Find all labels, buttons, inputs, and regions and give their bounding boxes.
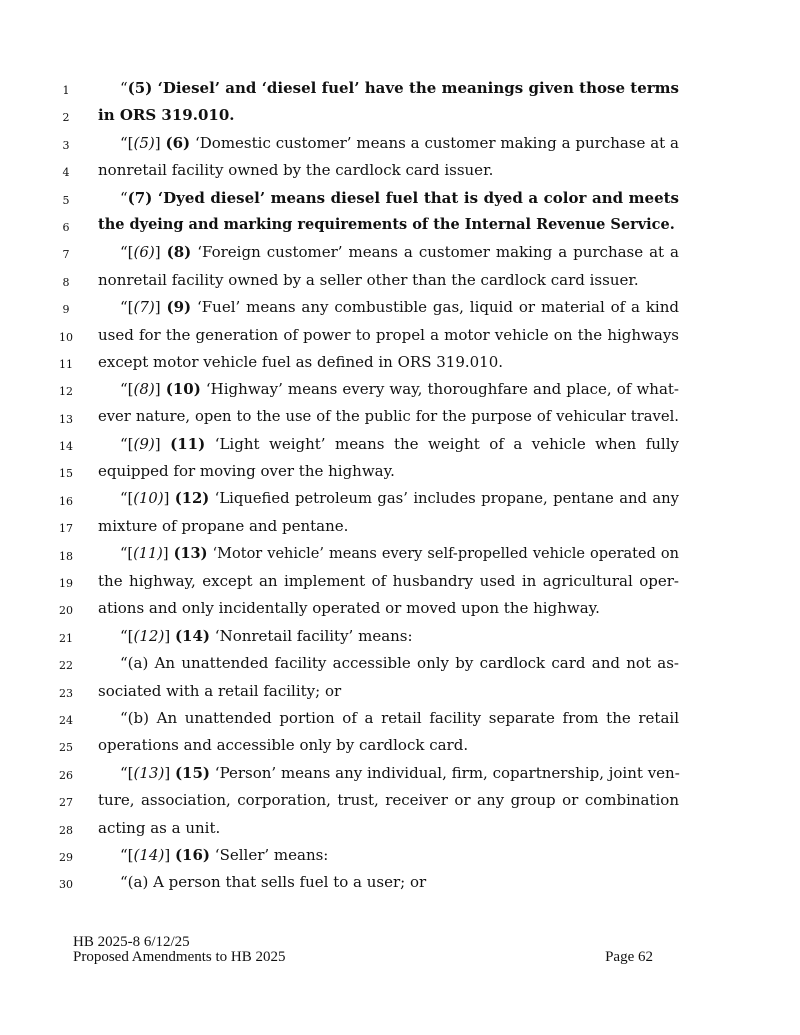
line-number: 2 (62, 111, 70, 125)
text-segment: ] (163, 489, 175, 507)
text-segment: ‘Liquefied petroleum gas’ includes propane, pentane and any (209, 489, 679, 507)
deleted-text: (9) (133, 435, 155, 454)
line-number: 18 (59, 549, 73, 563)
line-number: 21 (59, 631, 73, 645)
line-text (120, 378, 679, 400)
document-line (0, 404, 800, 431)
document-line (0, 185, 800, 212)
amendment-text: in ORS 319.010. (98, 106, 235, 125)
line-text (120, 652, 679, 674)
line-number: 14 (59, 440, 73, 454)
text-segment: acting as a unit. (98, 818, 221, 837)
text-segment: “(a) An unattended facility accessible only by cardlock card and not as- (120, 654, 679, 673)
line-text (98, 104, 679, 126)
line-number: 28 (59, 823, 73, 837)
line-text (98, 817, 679, 839)
document-line (0, 294, 800, 321)
line-text (120, 488, 679, 510)
amendment-text: (13) (173, 544, 208, 562)
line-text (120, 187, 679, 209)
deleted-text: (14) (133, 845, 165, 864)
line-number: 1 (62, 84, 70, 97)
text-segment: ] (154, 133, 166, 152)
text-segment: ‘Motor vehicle’ means every self-propelled vehicle operated on (207, 545, 679, 562)
line-text (98, 734, 679, 756)
document-line (0, 267, 800, 294)
text-segment: “[ (120, 763, 134, 782)
text-segment: operations and accessible only by cardlock card. (98, 736, 469, 755)
amendment-text: (9) (166, 298, 192, 317)
document-line (0, 157, 800, 184)
deleted-text: (8) (133, 380, 155, 399)
deleted-text: (6) (133, 243, 155, 262)
document-line (0, 130, 800, 157)
text-segment: ‘Fuel’ means any combustible gas, liquid or material of a kind (191, 298, 679, 317)
text-segment: ] (164, 845, 175, 864)
text-segment: nonretail facility owned by the cardlock card issuer. (98, 161, 494, 180)
line-number: 8 (62, 275, 70, 289)
line-number: 29 (59, 850, 73, 864)
amendment-text: (7) ‘Dyed diesel’ means diesel fuel that is dyed a color and meets (127, 188, 679, 207)
line-text (98, 214, 679, 236)
text-segment: nonretail facility owned by a seller other than the cardlock card issuer. (98, 270, 639, 289)
deleted-text: (7) (133, 298, 155, 317)
line-number: 12 (59, 385, 73, 399)
line-number: 4 (62, 166, 70, 180)
line-number: 9 (62, 303, 70, 317)
line-number: 13 (59, 412, 73, 426)
line-text (98, 159, 679, 181)
text-segment: ‘Nonretail facility’ means: (210, 626, 413, 645)
text-segment: ture, association, corporation, trust, receiver or any group or combination (98, 791, 679, 810)
document-line (0, 869, 800, 896)
line-number: 17 (59, 522, 73, 536)
line-text (120, 707, 679, 729)
text-segment: ] (162, 545, 174, 562)
amendment-text: (11) (170, 435, 206, 454)
line-text (120, 296, 679, 318)
line-text (98, 406, 679, 428)
text-segment: ‘Highway’ means every way, thoroughfare and place, of what- (200, 380, 679, 399)
page-number: Page 62 (605, 949, 653, 965)
text-segment: “(a) A person that sells fuel to a user; or (120, 873, 427, 892)
text-segment: “[ (120, 435, 134, 454)
line-text (120, 844, 679, 866)
line-text (98, 789, 679, 811)
amendment-text: (6) (165, 133, 191, 152)
text-segment: used for the generation of power to propel a motor vehicle on the highways (98, 325, 679, 344)
line-number: 5 (62, 193, 70, 207)
text-segment: “(b) An unattended portion of a retail facility separate from the retail (120, 708, 679, 727)
text-segment: ‘Foreign customer’ means a customer making a purchase at a (191, 243, 680, 262)
line-text (98, 269, 679, 291)
line-number: 24 (59, 713, 73, 727)
line-text (120, 625, 679, 647)
text-segment: the highway, except an implement of husbandry used in agricultural oper- (98, 572, 679, 591)
line-text (120, 543, 679, 565)
line-number: 20 (59, 604, 73, 618)
line-text (98, 460, 679, 482)
line-number: 27 (59, 796, 73, 810)
text-segment: “[ (120, 298, 134, 317)
text-segment: ] (164, 626, 175, 645)
document-line (0, 623, 800, 650)
deleted-text: (12) (133, 626, 165, 645)
text-segment: ‘Person’ means any individual, firm, copartnership, joint ven- (210, 763, 680, 782)
text-segment: ations and only incidentally operated or moved upon the highway. (98, 599, 600, 618)
footer-caption: Proposed Amendments to HB 2025 (73, 949, 286, 965)
line-text (120, 77, 679, 99)
line-text (98, 515, 679, 537)
document-line (0, 513, 800, 540)
text-segment: ] (154, 243, 167, 262)
deleted-text: (13) (133, 763, 165, 782)
line-number: 25 (59, 741, 73, 755)
text-segment: ] (164, 763, 175, 782)
document-line (0, 486, 800, 513)
document-line (0, 458, 800, 485)
document-line (0, 75, 800, 102)
document-line (0, 541, 800, 568)
text-segment: ‘Domestic customer’ means a customer making a purchase at a (190, 133, 679, 152)
line-text (120, 871, 679, 893)
document-line (0, 678, 800, 705)
document-line (0, 239, 800, 266)
line-number: 11 (59, 357, 73, 371)
line-number: 19 (59, 577, 73, 591)
text-segment: “[ (120, 133, 134, 152)
line-number: 7 (62, 248, 70, 262)
document-line (0, 376, 800, 403)
line-number: 16 (59, 494, 73, 508)
text-segment: ] (154, 298, 167, 317)
line-number: 26 (59, 768, 73, 782)
line-number: 23 (59, 686, 73, 700)
line-number: 10 (59, 330, 73, 344)
text-segment: “[ (120, 489, 134, 507)
deleted-text: (11) (133, 545, 163, 562)
text-segment: ‘Seller’ means: (210, 845, 329, 864)
text-segment: except motor vehicle fuel as defined in ORS 319.010. (98, 352, 504, 371)
line-text (98, 351, 679, 373)
amendment-text: the dyeing and marking requirements of the Internal Revenue Service. (98, 215, 675, 233)
document-line (0, 650, 800, 677)
document-line (0, 705, 800, 732)
text-segment: “[ (120, 380, 134, 399)
amendment-text: (5) ‘Diesel’ and ‘diesel fuel’ have the meanings given those terms (127, 79, 679, 97)
text-segment: “[ (120, 626, 134, 645)
text-segment: ‘Light weight’ means the weight of a vehicle when fully (205, 435, 679, 454)
footer-bill-ref: HB 2025-8 6/12/25 (73, 934, 190, 950)
deleted-text: (10) (133, 489, 164, 507)
text-segment: “[ (120, 545, 134, 562)
document-line (0, 212, 800, 239)
line-text (98, 570, 679, 592)
document-line (0, 842, 800, 869)
document-line (0, 760, 800, 787)
line-number: 6 (62, 220, 70, 234)
line-text (120, 433, 679, 455)
line-text (120, 132, 679, 154)
amendment-text: (15) (174, 763, 211, 782)
document-line (0, 568, 800, 595)
amendment-text: (12) (174, 489, 210, 507)
line-number: 22 (59, 659, 73, 673)
line-text (98, 680, 679, 702)
document-line (0, 431, 800, 458)
line-text (98, 597, 679, 619)
document-line (0, 102, 800, 129)
text-segment: “[ (120, 845, 134, 864)
amendment-text: (10) (165, 380, 201, 399)
line-number: 15 (59, 467, 73, 481)
line-number: 30 (59, 878, 73, 892)
text-segment: ever nature, open to the use of the public for the purpose of vehicular travel. (98, 407, 679, 425)
text-segment: sociated with a retail facility; or (98, 681, 342, 700)
document-line (0, 787, 800, 814)
line-text (120, 762, 679, 784)
document-line (0, 815, 800, 842)
line-text (120, 241, 679, 263)
line-text (98, 324, 679, 346)
text-segment: “[ (120, 243, 134, 262)
amendment-text: (8) (166, 243, 192, 262)
document-line (0, 322, 800, 349)
line-number: 3 (62, 138, 70, 152)
amendment-text: (14) (174, 626, 211, 645)
text-segment: “ (120, 79, 128, 97)
page-footer (73, 935, 653, 965)
amendment-text: (16) (174, 845, 211, 864)
document-line (0, 732, 800, 759)
document-line (0, 349, 800, 376)
text-segment: “ (120, 188, 128, 207)
text-segment: equipped for moving over the highway. (98, 462, 395, 481)
deleted-text: (5) (133, 133, 155, 152)
text-segment: ] (154, 380, 166, 399)
document-body (0, 75, 800, 897)
document-line (0, 595, 800, 622)
text-segment: ] (154, 435, 171, 454)
text-segment: mixture of propane and pentane. (98, 517, 349, 536)
